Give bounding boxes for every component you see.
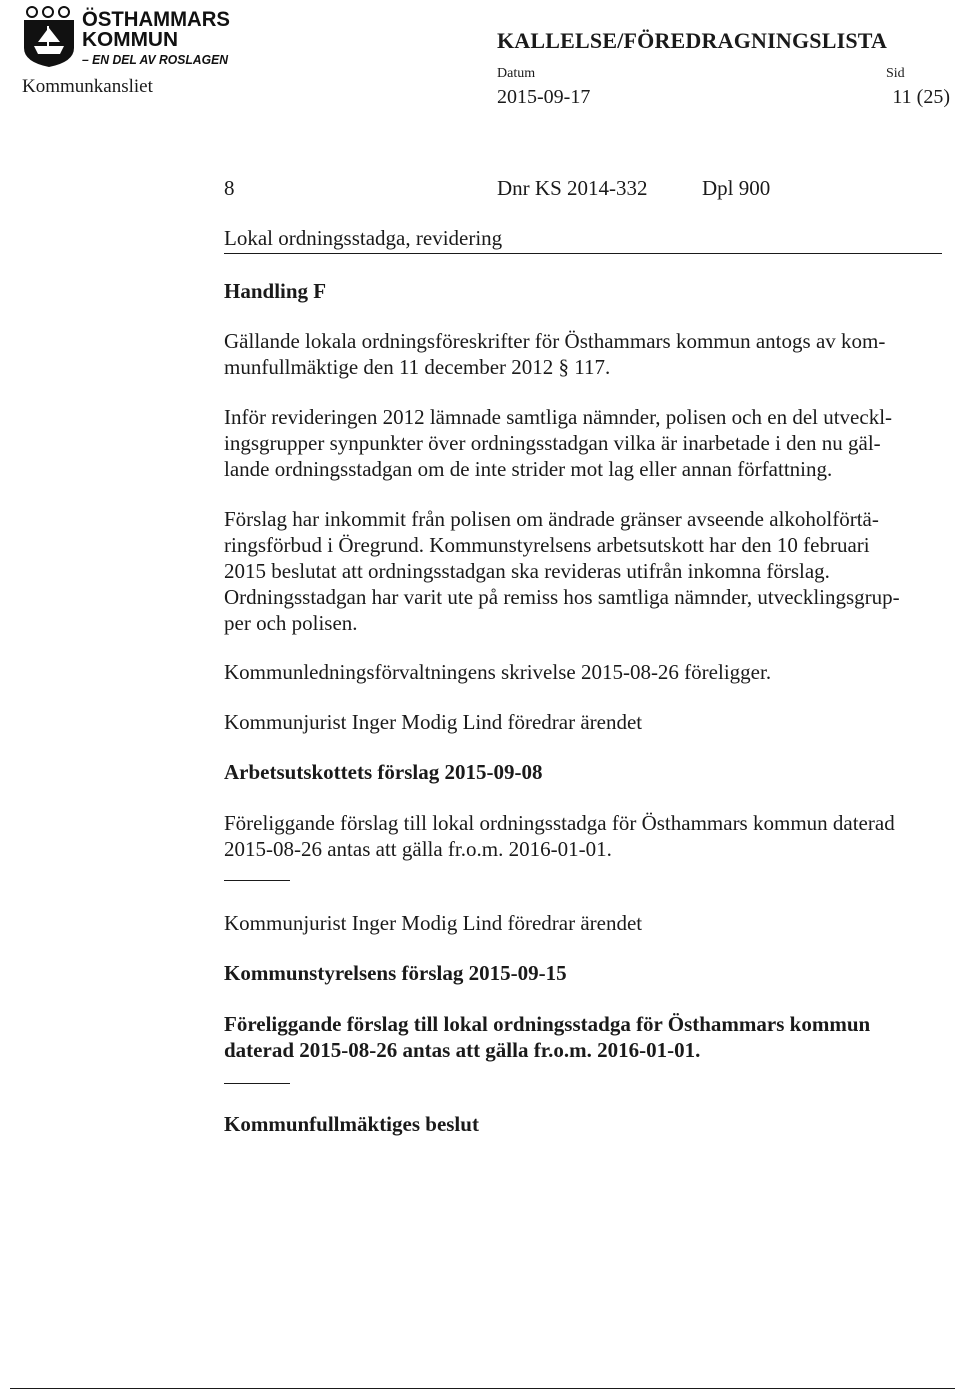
page-value: 11 (25)	[892, 86, 950, 108]
logo-line2: KOMMUN	[82, 29, 178, 51]
item-number: 8	[224, 176, 235, 200]
logo-graphic	[22, 4, 232, 68]
item-dnr: Dnr KS 2014-332	[497, 176, 648, 200]
kf-decision-heading: Kommunfullmäktiges beslut	[224, 1112, 479, 1136]
logo-tagline: – EN DEL AV ROSLAGEN	[82, 52, 229, 67]
paragraph-5: Kommunjurist Inger Modig Lind föredrar ärendet	[224, 710, 643, 734]
office-name: Kommunkansliet	[22, 76, 153, 97]
au-proposal-text	[224, 810, 895, 862]
paragraph-line: Föreliggande förslag till lokal ordningsstadga för Östhammars kommun daterad	[224, 811, 895, 835]
paragraph-line: Gällande lokala ordningsföreskrifter för Östhammars kommun antogs av kom-	[224, 329, 886, 353]
date-label: Datum	[497, 66, 536, 81]
item-dpl: Dpl 900	[702, 176, 771, 200]
paragraph-line: lande ordningsstadgan om de inte strider mot lag eller annan författning.	[224, 457, 833, 481]
footer-rule	[10, 1388, 955, 1389]
ks-proposal-text	[224, 1011, 870, 1063]
handling-label: Handling F	[224, 279, 327, 303]
separator-line	[224, 880, 290, 881]
paragraph-line: daterad 2015-08-26 antas att gälla fr.o.m. 2016-01-01.	[224, 1038, 701, 1062]
municipality-logo	[22, 4, 232, 68]
paragraph-line: ringsförbud i Öregrund. Kommunstyrelsens arbetsutskott har den 10 februari	[224, 533, 870, 557]
subject-underline	[224, 253, 942, 254]
separator-line	[224, 1083, 290, 1084]
paragraph-line: Föreliggande förslag till lokal ordningsstadga för Östhammars kommun	[224, 1012, 871, 1036]
paragraph-line: per och polisen.	[224, 611, 358, 635]
paragraph-line: Ordningsstadgan har varit ute på remiss hos samtliga nämnder, utvecklingsgrup-	[224, 585, 900, 609]
paragraph-line: 2015 beslutat att ordningsstadgan ska revideras utifrån inkomna förslag.	[224, 559, 830, 583]
au-proposal-heading: Arbetsutskottets förslag 2015-09-08	[224, 760, 543, 784]
page-label: Sid	[886, 66, 905, 81]
paragraph-6: Kommunjurist Inger Modig Lind föredrar ärendet	[224, 911, 643, 935]
paragraph-3	[224, 506, 900, 636]
paragraph-line: Inför revideringen 2012 lämnade samtliga nämnder, polisen och en del utveckl-	[224, 405, 893, 429]
paragraph-line: ingsgrupper synpunkter över ordningsstadgan vilka är inarbetade i den nu gäl-	[224, 431, 881, 455]
paragraph-2	[224, 404, 892, 482]
paragraph-1	[224, 328, 885, 380]
logo-name: ÖSTHAMMARS	[82, 8, 230, 31]
document-title: KALLELSE/FÖREDRAGNINGSLISTA	[497, 28, 888, 53]
paragraph-4: Kommunledningsförvaltningens skrivelse 2015-08-26 föreligger.	[224, 660, 772, 684]
item-subject: Lokal ordningsstadga, revidering	[224, 226, 503, 250]
paragraph-line: Förslag har inkommit från polisen om ändrade gränser avseende alkoholförtä-	[224, 507, 879, 531]
ks-proposal-heading: Kommunstyrelsens förslag 2015-09-15	[224, 961, 567, 985]
paragraph-line: munfullmäktige den 11 december 2012 § 117.	[224, 355, 611, 379]
paragraph-line: 2015-08-26 antas att gälla fr.o.m. 2016-01-01.	[224, 837, 612, 861]
date-value: 2015-09-17	[497, 86, 591, 108]
